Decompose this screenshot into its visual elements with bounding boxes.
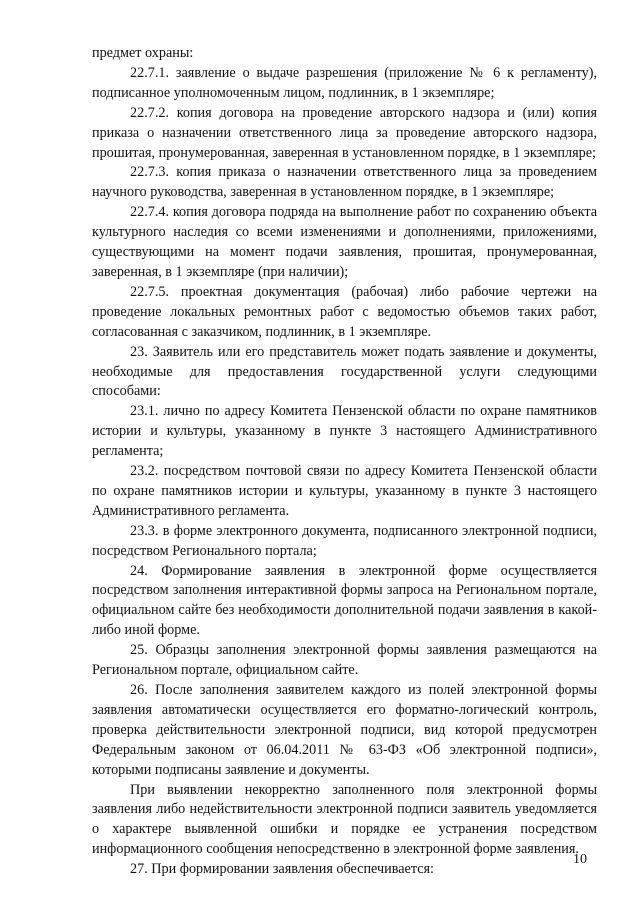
paragraph-22-7-5: 22.7.5. проектная документация (рабочая) либо рабочие чертежи на проведение локальных ремонтных работ с ведомостью объемов таких работ, согласованная с заказчиком, подлинник, в 1 экземпляре. <box>92 283 597 340</box>
paragraph-27: 27. При формировании заявления обеспечивается: <box>130 861 434 878</box>
paragraph-22-7-2: 22.7.2. копия договора на проведение авторского надзора и (или) копия приказа о назначении ответственного лица за проведение авторского надзора, прошитая, пронумерованная, заверенная в установленном порядке, в 1 экземпляре; <box>92 104 597 161</box>
paragraph-23-3: 23.3. в форме электронного документа, подписанного электронной подписи, посредством Регионального портала; <box>92 522 597 559</box>
page-number: 10 <box>573 852 587 867</box>
paragraph-22-7-4: 22.7.4. копия договора подряда на выполнение работ по сохранению объекта культурного наследия со всеми изменениями и дополнениями, приложениями, существующими на момент подачи заявления, прошитая, пронумерованная, заверенная, в 1 экземпляре (при наличии); <box>92 204 597 280</box>
document-page <box>92 44 597 880</box>
paragraph-23: 23. Заявитель или его представитель может подать заявление и документы, необходимые для предоставления государственной услуги следующими способами: <box>92 343 597 400</box>
paragraph-continuation: предмет охраны: <box>92 45 194 61</box>
paragraph-22-7-3: 22.7.3. копия приказа о назначении ответственного лица за проведением научного руководства, заверенная в установленном порядке, в 1 экземпляре; <box>92 164 597 201</box>
paragraph-23-1: 23.1. лично по адресу Комитета Пензенской области по охране памятников истории и культуры, указанному в пункте 3 настоящего Административного регламента; <box>92 403 597 460</box>
paragraph-24: 24. Формирование заявления в электронной форме осуществляется посредством заполнения интерактивной формы запроса на Региональном портале, официальном сайте без необходимости дополнительной подачи заявления в какой-либо иной форме. <box>92 562 597 639</box>
paragraph-26: 26. После заполнения заявителем каждого из полей электронной формы заявления автоматически осуществляется его форматно-логический контроль, проверка действительности электронной подписи, вид которой предусмотрен Федеральным законом от 06.04.2011 № 63-ФЗ «Об электронной подписи», которыми подписаны заявление и документы. <box>92 682 597 778</box>
paragraph-26-error-notice: При выявлении некорректно заполненного поля электронной формы заявления либо недействительности электронной подписи заявитель уведомляется о характере выявленной ошибки и порядке ее устранения посредством информационного сообщения непосредственно в электронной форме заявления. <box>92 781 597 858</box>
paragraph-22-7-1: 22.7.1. заявление о выдаче разрешения (приложение № 6 к регламенту), подписанное уполномоченным лицом, подлинник, в 1 экземпляре; <box>92 64 597 101</box>
paragraph-25: 25. Образцы заполнения электронной формы заявления размещаются на Региональном портале, официальном сайте. <box>92 642 597 679</box>
paragraph-23-2: 23.2. посредством почтовой связи по адресу Комитета Пензенской области по охране памятников истории и культуры, указанному в пункте 3 настоящего Административного регламента. <box>92 463 597 519</box>
